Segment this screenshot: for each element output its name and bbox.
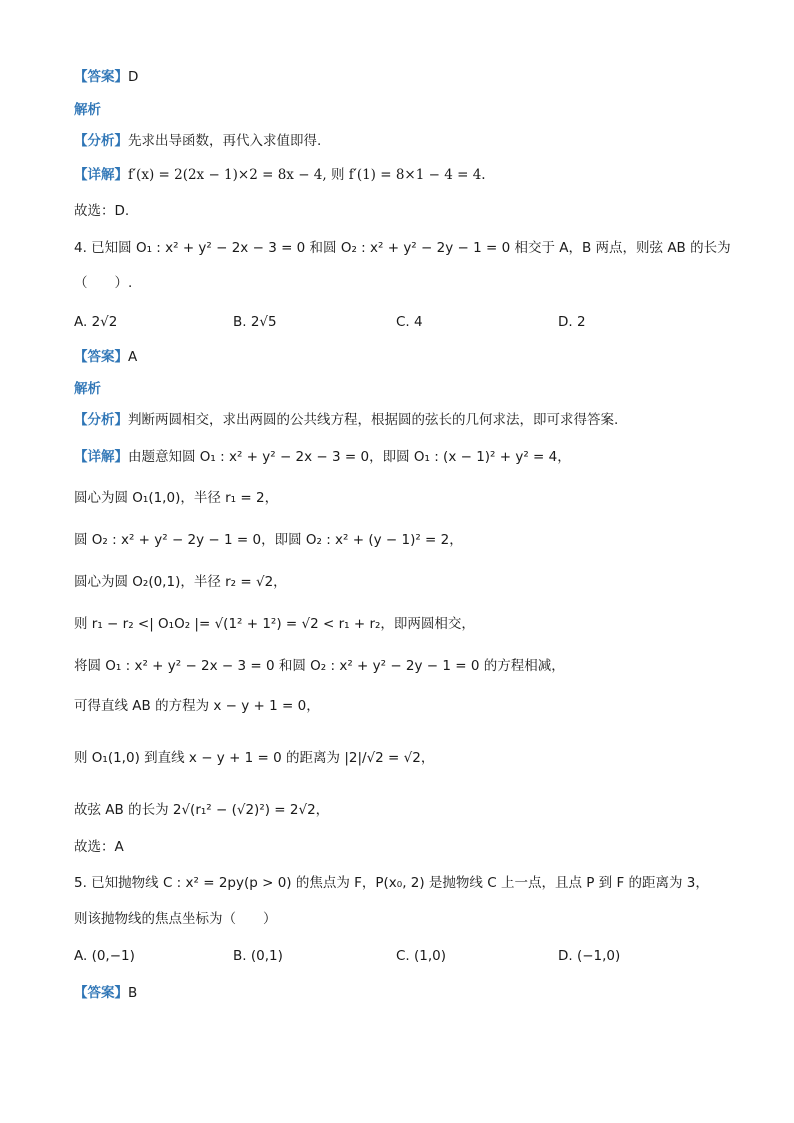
q5-stem-line1: 5. 已知抛物线 C : x² = 2py(p > 0) 的焦点为 F，P(x₀, 2) 是抛物线 C 上一点，且点 P 到 F 的距离为 3， xyxy=(74,875,709,891)
fenxi-text: 判断两圆相交，求出两圆的公共线方程，根据圆的弦长的几何求法，即可求得答案. xyxy=(128,412,619,428)
q4-option-d: D. 2 xyxy=(558,314,586,330)
q4-detail-line xyxy=(74,447,571,467)
q4-choice-line: 故选：A xyxy=(74,839,124,855)
q5-option-b: B. (0,1) xyxy=(233,948,283,964)
answer-value: D xyxy=(128,69,139,85)
q5-answer-line xyxy=(74,983,137,1003)
q3-fenxi-line xyxy=(74,131,321,151)
detail-tag: 【详解】 xyxy=(74,167,128,183)
answer-tag: 【答案】 xyxy=(74,349,128,365)
q5-stem-line2: 则该抛物线的焦点坐标为（ ） xyxy=(74,911,277,927)
detail-tag: 【详解】 xyxy=(74,449,128,465)
analysis-tag: 解析 xyxy=(74,381,101,397)
q3-analysis-heading xyxy=(74,100,101,120)
q4-step-line: 可得直线 AB 的方程为 x − y + 1 = 0， xyxy=(74,698,320,714)
q4-stem-line2: （ ）. xyxy=(74,275,133,291)
q4-stem-line1: 4. 已知圆 O₁ : x² + y² − 2x − 3 = 0 和圆 O₂ : x² + y² − 2y − 1 = 0 相交于 A，B 两点，则弦 AB 的长为 xyxy=(74,240,731,256)
q4-step-line: 故弦 AB 的长为 2√(r₁² − (√2)²) = 2√2， xyxy=(74,802,330,818)
q3-answer-line xyxy=(74,67,138,87)
fenxi-tag: 【分析】 xyxy=(74,133,128,149)
fenxi-tag: 【分析】 xyxy=(74,412,128,428)
answer-tag: 【答案】 xyxy=(74,69,128,85)
q4-fenxi-line xyxy=(74,410,618,430)
q3-choice-line: 故选：D. xyxy=(74,203,130,219)
q4-step-line: 圆心为圆 O₁(1,0)，半径 r₁ = 2， xyxy=(74,490,279,506)
detail-step: 由题意知圆 O₁ : x² + y² − 2x − 3 = 0，即圆 O₁ : (x − 1)² + y² = 4， xyxy=(128,449,571,465)
analysis-tag: 解析 xyxy=(74,102,101,118)
q4-step-line: 则 r₁ − r₂ <| O₁O₂ |= √(1² + 1²) = √2 < r₁ + r₂，即两圆相交， xyxy=(74,616,475,632)
q4-step-line: 圆心为圆 O₂(0,1)，半径 r₂ = √2， xyxy=(74,574,287,590)
q4-option-b: B. 2√5 xyxy=(233,314,277,330)
q5-option-d: D. (−1,0) xyxy=(558,948,621,964)
q5-option-c: C. (1,0) xyxy=(396,948,447,964)
answer-value: B xyxy=(128,985,138,1001)
q4-step-line: 则 O₁(1,0) 到直线 x − y + 1 = 0 的距离为 |2|/√2 = √2， xyxy=(74,750,435,766)
detail-formula: f′(x) = 2(2x − 1)×2 = 8x − 4, 则 f′(1) = 8×1 − 4 = 4. xyxy=(128,167,486,183)
q3-detail-line xyxy=(74,165,486,185)
q4-answer-line xyxy=(74,347,137,367)
q4-option-a: A. 2√2 xyxy=(74,314,118,330)
q5-option-a: A. (0,−1) xyxy=(74,948,135,964)
q4-option-c: C. 4 xyxy=(396,314,423,330)
q4-step-line: 圆 O₂ : x² + y² − 2y − 1 = 0，即圆 O₂ : x² + (y − 1)² = 2， xyxy=(74,532,463,548)
q4-step-line: 将圆 O₁ : x² + y² − 2x − 3 = 0 和圆 O₂ : x² + y² − 2y − 1 = 0 的方程相减， xyxy=(74,658,565,674)
q4-analysis-heading xyxy=(74,379,101,399)
fenxi-text: 先求出导函数，再代入求值即得. xyxy=(128,133,322,149)
answer-value: A xyxy=(128,349,138,365)
answer-tag: 【答案】 xyxy=(74,985,128,1001)
